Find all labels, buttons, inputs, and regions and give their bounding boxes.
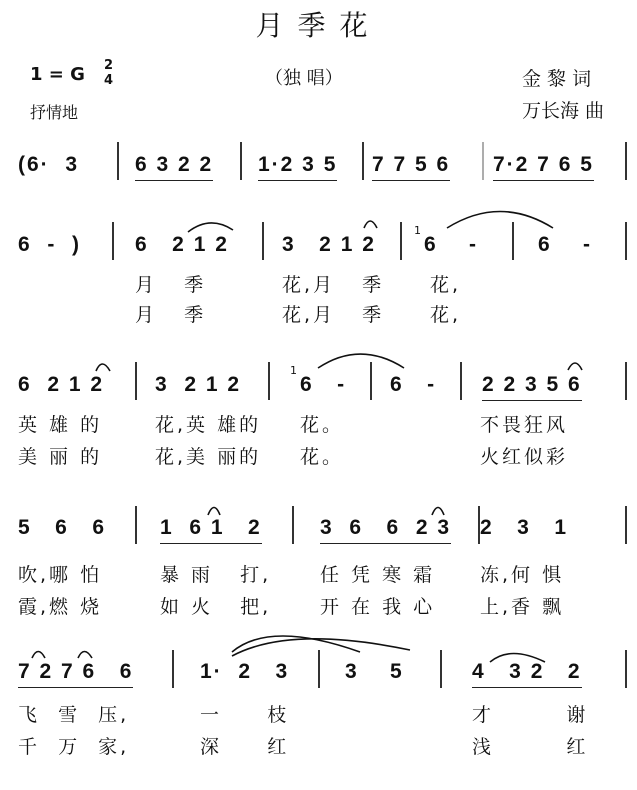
slur bbox=[364, 221, 377, 228]
measure: 7·2 7 6 5 bbox=[493, 153, 594, 181]
measure: 1 6 1 2 bbox=[160, 516, 262, 544]
measure: 3 2 1 2 bbox=[155, 373, 242, 396]
measure: (6· 3 bbox=[18, 153, 80, 176]
measure: 1· 2 3 bbox=[200, 660, 290, 683]
slur bbox=[490, 654, 545, 663]
time-sig-bottom: 4 bbox=[104, 73, 114, 88]
lyric: 暴 雨 打, bbox=[160, 564, 272, 586]
measure: 6 - ) bbox=[18, 233, 82, 256]
lyric: 任 凭 寒 霜 bbox=[320, 564, 436, 586]
slur bbox=[96, 364, 110, 371]
measure: 6 - bbox=[424, 233, 479, 256]
time-sig-top: 2 bbox=[104, 58, 114, 73]
lyric: 吹,哪 怕 bbox=[18, 564, 103, 586]
measure: 6 - bbox=[538, 233, 593, 256]
measure: 6 - bbox=[390, 373, 437, 396]
lyric: 花,美 丽的 bbox=[155, 446, 262, 468]
measure: 5 6 6 bbox=[18, 516, 107, 539]
lyric: 千 万 家, bbox=[18, 736, 130, 758]
grace-note: 1 bbox=[290, 364, 297, 377]
lyric: 开 在 我 心 bbox=[320, 596, 436, 618]
lyric: 月 季 bbox=[135, 304, 207, 326]
lyric: 花,月 季 bbox=[282, 304, 385, 326]
lyric: 花,英 雄的 bbox=[155, 414, 262, 436]
lyric: 一 枝 bbox=[200, 704, 290, 726]
slur bbox=[318, 354, 404, 368]
lyric: 才 谢 bbox=[472, 704, 589, 726]
song-title: 月季花 bbox=[255, 9, 382, 42]
measure: 7 2 7 6 6 bbox=[18, 660, 133, 688]
lyric: 月 季 bbox=[135, 274, 207, 296]
slur bbox=[232, 639, 410, 656]
performance-note: （独 唱） bbox=[265, 68, 343, 89]
lyric: 霞,燃 烧 bbox=[18, 596, 103, 618]
measure: 4 3 2 2 bbox=[472, 660, 582, 688]
lyric: 花。 bbox=[300, 446, 345, 468]
measure: 1·2 3 5 bbox=[258, 153, 337, 181]
measure: 6 2 1 2 bbox=[135, 233, 229, 256]
slur bbox=[208, 508, 220, 516]
lyric: 浅 红 bbox=[472, 736, 589, 758]
slur bbox=[568, 363, 582, 370]
lyric: 花,月 季 bbox=[282, 274, 385, 296]
lyric: 英 雄 的 bbox=[18, 414, 103, 436]
lyric: 花, bbox=[430, 304, 462, 326]
expression-mark: 抒情地 bbox=[30, 103, 79, 122]
lyric: 飞 雪 压, bbox=[18, 704, 130, 726]
slur bbox=[78, 652, 92, 659]
measure: 7 7 5 6 bbox=[372, 153, 450, 181]
key-signature: 1 = G bbox=[30, 64, 85, 85]
lyric: 花。 bbox=[300, 414, 345, 436]
grace-note: 1 bbox=[414, 224, 421, 237]
lyric: 冻,何 惧 bbox=[480, 564, 565, 586]
lyricist-credit: 金 黎 词 bbox=[522, 68, 592, 90]
lyric: 深 红 bbox=[200, 736, 290, 758]
lyric: 上,香 飘 bbox=[480, 596, 565, 618]
measure: 6 - bbox=[300, 373, 347, 396]
lyric: 如 火 把, bbox=[160, 596, 272, 618]
measure: 3 6 6 2 3 bbox=[320, 516, 451, 544]
slur bbox=[447, 212, 553, 229]
lyric: 火红似彩 bbox=[480, 446, 569, 468]
slur bbox=[188, 223, 233, 232]
slur bbox=[32, 652, 45, 659]
measure: 2 3 1 bbox=[480, 516, 569, 539]
slur bbox=[232, 636, 360, 652]
lyric: 花, bbox=[430, 274, 462, 296]
measure: 3 5 bbox=[345, 660, 404, 683]
lyric: 美 丽 的 bbox=[18, 446, 103, 468]
lyric: 不畏狂风 bbox=[480, 414, 569, 436]
measure: 6 3 2 2 bbox=[135, 153, 213, 181]
measure: 3 2 1 2 bbox=[282, 233, 376, 256]
measure: 6 2 1 2 bbox=[18, 373, 105, 396]
measure: 2 2 3 5 6 bbox=[482, 373, 582, 401]
slur bbox=[432, 508, 444, 516]
composer-credit: 万长海 曲 bbox=[522, 100, 605, 122]
